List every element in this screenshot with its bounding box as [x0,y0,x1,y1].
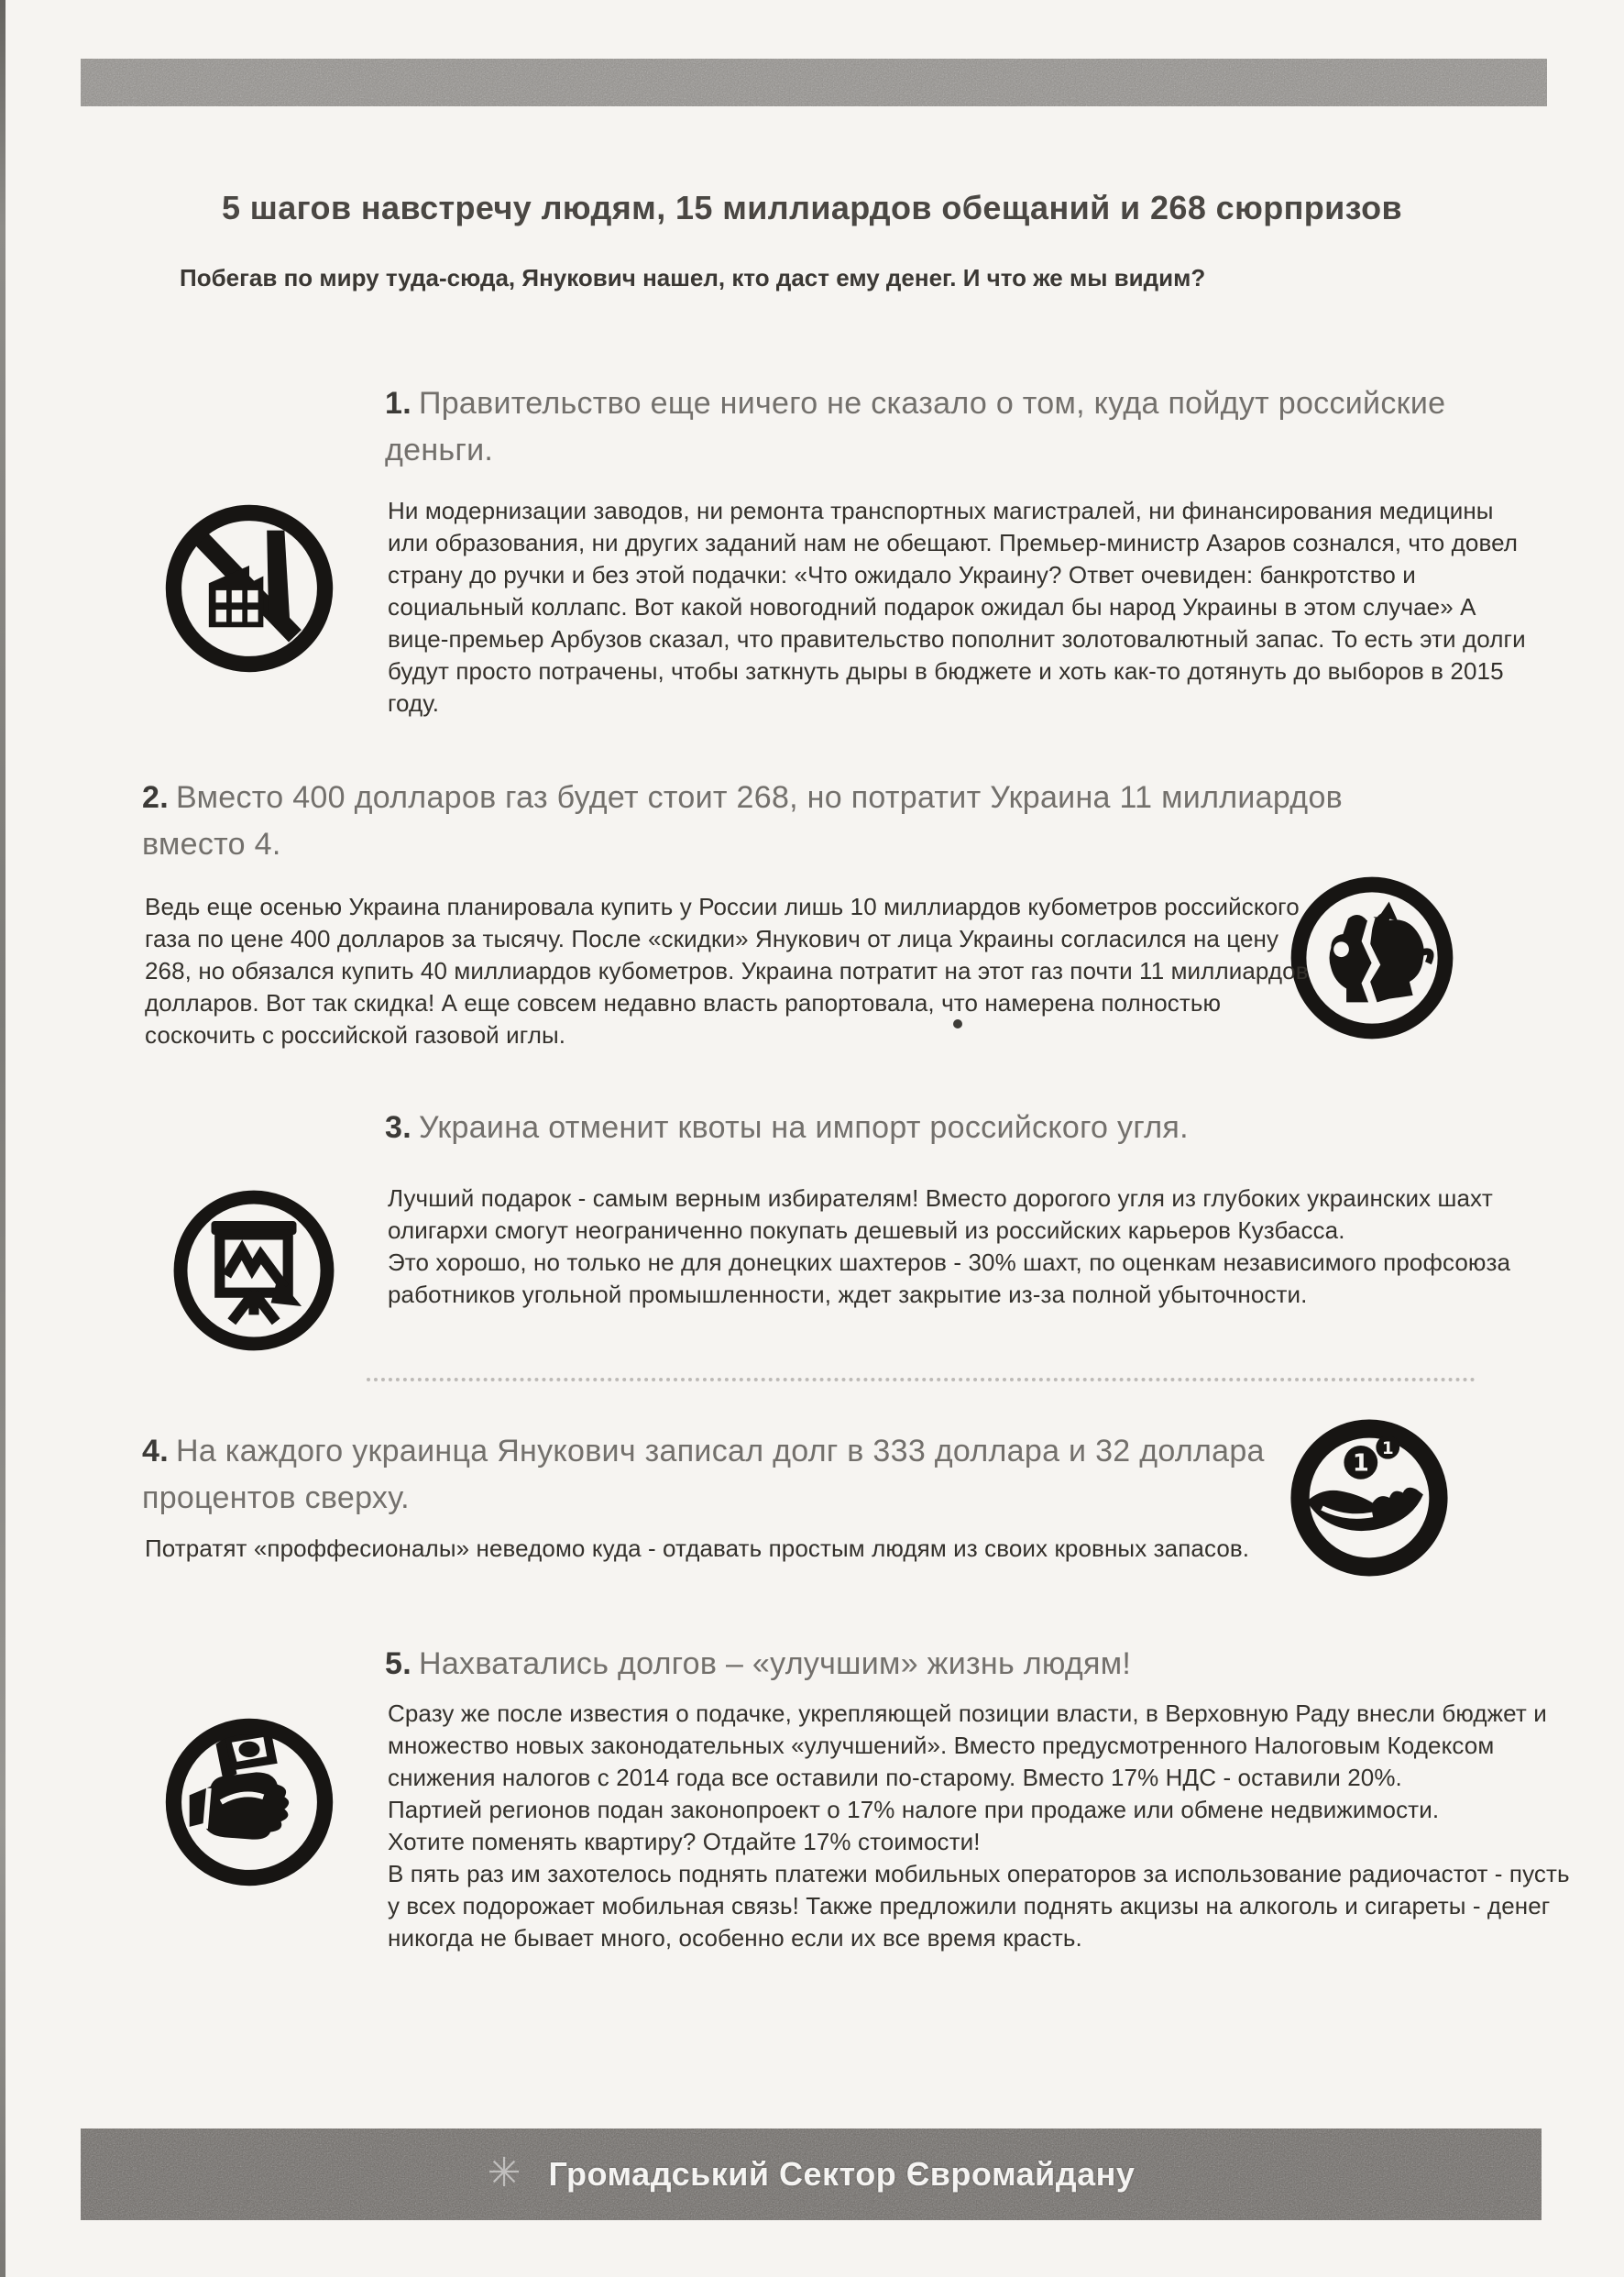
paragraph: Лучший подарок - самым верным избирателям! Вместо дорогого угля из глубоких украинских шахт олигархи смогут неограниченно покупать дешевый из российских карьеров Кузбасса. [388,1184,1493,1244]
section-5-body [388,1698,1572,1954]
section-4-body [145,1533,1373,1565]
section-3-body [388,1182,1553,1311]
paragraph: Партией регионов подан законопроект о 17% налоге при продаже или обмене недвижимости. [388,1796,1440,1823]
section-2-body [145,891,1327,1051]
paragraph: Хотите поменять квартиру? Отдайте 17% стоимости! [388,1828,981,1855]
section-4-heading-text: На каждого украинца Янукович записал долг в 333 доллара и 32 доллара процентов сверху. [142,1434,1265,1515]
no-factory-icon [161,500,337,676]
paragraph: Ни модернизации заводов, ни ремонта транспортных магистралей, ни финансирования медицины или образования, ни других заданий нам не обещают. Премьер-министр Азаров сознался, что довел страну до ручки и без этой подачки: «Что ожидало Украину? Ответ очевиден: банкротство и социальный коллапс. Вот какой новогодний подарок ожидал бы народ Украины в этом случае» А вице-премьер Арбузов сказал, что правительство пополнит золотовалютный запас. То есть эти долги будут просто потрачены, чтобы заткнуть дыры в бюджете и хоть как-то дотянуть до выборов в 2015 году. [388,497,1526,717]
section-2-heading [142,775,1388,868]
ink-dot-artifact [953,1019,962,1028]
footer-band [81,2128,1542,2220]
page-subtitle: Побегав по миру туда-сюда, Янукович нашел, кто даст ему денег. И что же мы видим? [180,264,1206,292]
paragraph: Сразу же после известия о подачке, укрепляющей позиции власти, в Верховную Раду внесли бюджет и множество новых законодательных «улучшений». Вместо предусмотренного Налоговым Кодексом снижения налогов с 2014 года все оставили по-старому. Вместо 17% НДС - оставили 20%. [388,1700,1547,1791]
section-2-number: 2. [142,780,169,815]
euromaidan-logo-icon: ✳ [487,2150,521,2195]
section-4-number: 4. [142,1434,169,1468]
paragraph: Ведь еще осенью Украина планировала купить у России лишь 10 миллиардов кубометров российского газа по цене 400 долларов за тысячу. После «скидки» Янукович от лица Украины согласился на цену 268, но обязался купить 40 миллиардов кубометров. Украина потратит на этот газ почти 11 миллиардов долларов. Вот так скидка! А еще совсем недавно власть рапортовала, что намерена полностью соскочить с российской газовой иглы. [145,893,1309,1049]
section-1-number: 1. [385,386,411,421]
section-1-heading-text: Правительство еще ничего не сказало о том, куда пойдут российские деньги. [385,386,1446,468]
paragraph: В пять раз им захотелось поднять платежи мобильных операторов за использование радиочастот - пусть у всех подорожает мобильная связь! Также предложили поднять акцизы на алкоголь и сигареты - денег никогда не бывает много, особенно если их все время красть. [388,1860,1570,1952]
top-scan-band [81,59,1547,106]
paragraph: Потратят «проффесионалы» неведомо куда - отдавать простым людям из своих кровных запасов. [145,1534,1250,1562]
section-3-heading-text: Украина отменит квоты на импорт российского угля. [418,1110,1189,1145]
section-3-number: 3. [385,1110,411,1145]
section-1-body [388,495,1535,720]
paragraph: Это хорошо, но только не для донецких шахтеров - 30% шахт, по оценкам независимого профсоюза работников угольной промышленности, ждет закрытие из-за полной убыточности. [388,1248,1511,1308]
footer-content [81,2128,1542,2220]
page-title: 5 шагов навстречу людям, 15 миллиардов обещаний и 268 сюрпризов [221,189,1402,226]
fist-money-icon [161,1714,337,1890]
section-1-heading [385,380,1540,474]
svg-text:1: 1 [1352,1449,1369,1478]
section-5-heading-text: Нахватались долгов – «улучшим» жизнь людям! [418,1646,1132,1681]
section-3-heading [385,1105,1531,1151]
section-4-heading [142,1428,1388,1522]
section-2-heading-text: Вместо 400 долларов газ будет стоит 268, но потратит Украина 11 миллиардов вместо 4. [142,780,1344,862]
chart-down-icon [169,1185,339,1356]
footer-label: Громадський Сектор Євромайдану [548,2155,1136,2193]
scan-edge-artifact [0,0,5,2277]
svg-text:1: 1 [1381,1439,1394,1459]
section-5-number: 5. [385,1646,411,1681]
noise-texture [81,59,1547,106]
scan-dots-artifact [367,1378,1476,1381]
section-5-heading [385,1641,1540,1688]
